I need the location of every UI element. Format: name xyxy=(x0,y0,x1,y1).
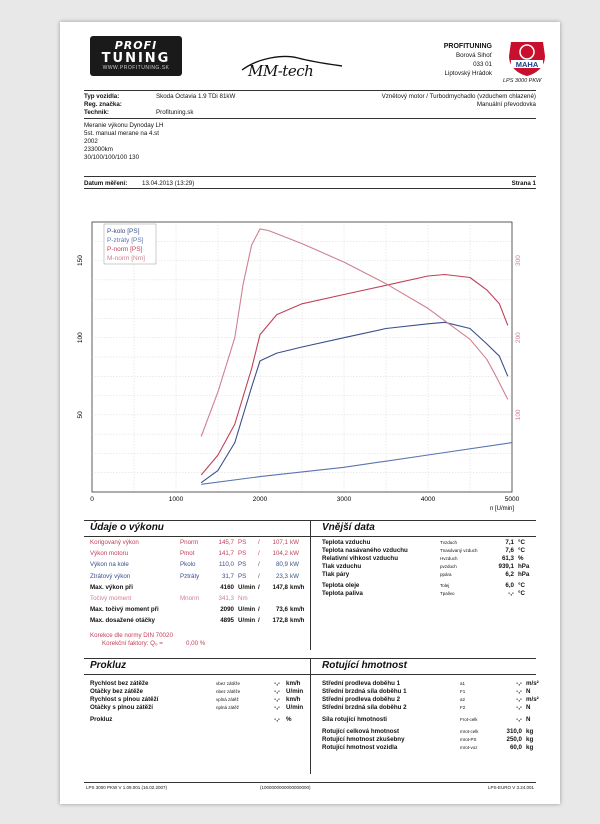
vykon-value-1: 341,3 xyxy=(218,595,234,602)
vnejsi-symbol: Tpalivo xyxy=(440,591,455,596)
vnejsi-value: 7,1 xyxy=(505,539,514,546)
type-value: Skoda Octavia 1.9 TDi 81kW xyxy=(156,93,236,100)
vykon-separator: / xyxy=(258,561,260,569)
vykon-value-2: 104,2 xyxy=(272,550,288,558)
vykon-value-1: 145,7 xyxy=(218,539,234,546)
vykon-symbol: Mnorm xyxy=(180,595,200,602)
vykon-unit-2: km/h xyxy=(290,606,305,614)
vykon-unit-2: kW xyxy=(290,539,299,546)
hmotnost-label: Síla rotující hmotnosti xyxy=(322,716,387,723)
x-tick-label: 1000 xyxy=(168,496,184,503)
hmotnost-value: -,- xyxy=(516,696,522,703)
prokluz-value: -,- xyxy=(274,704,280,711)
vnejsi-unit: °C xyxy=(518,582,525,589)
prokluz-unit: km/h xyxy=(286,696,301,703)
hmotnost-value: 250,0 xyxy=(506,736,522,743)
vykon-unit-1: PS xyxy=(238,550,247,558)
vykon-unit-2: kW xyxy=(290,561,299,569)
vykon-label: Výkon motoru xyxy=(90,550,129,558)
vnejsi-label: Tlak páry xyxy=(322,571,350,578)
vnejsi-value: -,- xyxy=(508,590,514,597)
vnejsi-unit: hPa xyxy=(518,571,530,578)
vnejsi-label: Teplota oleje xyxy=(322,582,360,589)
logo-line-3: WWW.PROFITUNING.SK xyxy=(102,65,170,71)
x-tick-label: 3000 xyxy=(336,496,352,503)
note-line: 5st. manual merane na 4.st xyxy=(84,130,159,137)
prokluz-label: Otáčky s plnou zátěží xyxy=(90,704,153,711)
vnejsi-value: 7,6 xyxy=(505,547,514,554)
vykon-label: Korigovaný výkon xyxy=(90,539,139,546)
prokluz-value: -,- xyxy=(274,696,280,703)
y-tick-label-right: 200 xyxy=(515,332,522,344)
prokluz-unit: km/h xyxy=(286,680,301,687)
company-zip: 033 01 xyxy=(473,61,492,68)
hmotnost-label: Střední brzdná síla doběhu 2 xyxy=(322,704,407,711)
prokluz-label: Rychlost s plnou zátěží xyxy=(90,696,159,703)
power-torque-chart xyxy=(60,210,560,550)
vnejsi-label: Tlak vzduchu xyxy=(322,563,362,570)
hmotnost-unit: kg xyxy=(526,736,534,743)
y-tick-label-right: 300 xyxy=(515,255,522,267)
hmotnost-symbol: Frot-celk xyxy=(460,717,478,722)
gearbox-type: Manuální převodovka xyxy=(476,101,536,108)
vykon-symbol: Pnorm xyxy=(180,539,199,546)
x-tick-label: 0 xyxy=(90,496,94,503)
hmotnost-unit: m/s² xyxy=(526,680,539,687)
hmotnost-symbol: F2 xyxy=(460,705,466,710)
divider xyxy=(84,536,536,537)
prokluz-unit: % xyxy=(286,716,292,723)
prokluz-unit: U/min xyxy=(286,688,304,695)
hmotnost-symbol: a1 xyxy=(460,681,466,686)
vykon-separator: / xyxy=(258,572,260,580)
vnejsi-value: 61,3 xyxy=(501,555,514,562)
vykon-separator: / xyxy=(258,550,260,558)
section-title-hmotnost: Rotující hmotnost xyxy=(322,660,407,671)
x-tick-label: 2000 xyxy=(252,496,268,503)
x-tick-label: 5000 xyxy=(504,496,520,503)
hmotnost-value: 60,0 xyxy=(509,744,522,751)
date-label: Datum měření: xyxy=(84,180,128,187)
prokluz-symbol: nplná zátěž xyxy=(216,705,240,710)
divider xyxy=(84,188,536,189)
vykon-unit-2: kW xyxy=(290,550,299,558)
hmotnost-unit: N xyxy=(526,716,531,723)
vykon-label: Točivý moment xyxy=(90,595,132,602)
norm-note: Korekce dle normy DIN 70020 xyxy=(90,632,173,639)
section-title-prokluz: Prokluz xyxy=(90,660,127,671)
hmotnost-label: Rotující celková hmotnost xyxy=(322,728,400,735)
date-value: 13.04.2013 (13:29) xyxy=(142,180,195,187)
vykon-value-2: 73,6 xyxy=(275,606,288,614)
divider xyxy=(84,90,536,91)
type-label: Typ vozidla: xyxy=(84,93,120,100)
vnejsi-symbol: Tolej xyxy=(440,583,450,588)
hmotnost-symbol: mrot-PS xyxy=(460,737,477,742)
vnejsi-symbol: pvzduch xyxy=(440,564,457,569)
divider xyxy=(84,118,536,119)
mmtech-logo-text: MM-tech xyxy=(248,62,314,80)
vnejsi-symbol: ppára xyxy=(440,572,452,577)
vnejsi-label: Teplota nasávaného vzduchu xyxy=(322,547,408,554)
tech-label: Technik: xyxy=(84,109,109,116)
vykon-label: Max. dosažené otáčky xyxy=(90,617,155,625)
prokluz-unit: U/min xyxy=(286,704,304,711)
vnejsi-unit: °C xyxy=(518,547,525,554)
hmotnost-unit: kg xyxy=(526,744,534,751)
vnejsi-value: 939,1 xyxy=(498,563,514,570)
vykon-unit-2: km/h xyxy=(290,583,305,591)
prokluz-symbol: vbez zátěže xyxy=(216,681,241,686)
prokluz-value: -,- xyxy=(274,680,280,687)
hmotnost-label: Střední prodleva doběhu 1 xyxy=(322,680,401,687)
hmotnost-unit: N xyxy=(526,688,531,695)
note-line: 30/100/100/100 130 xyxy=(84,154,140,161)
vykon-symbol: Pmot xyxy=(180,550,195,558)
hmotnost-value: -,- xyxy=(516,704,522,711)
prokluz-label: Otáčky bez zátěže xyxy=(90,688,143,695)
legend-entry: P-kolo [PS] xyxy=(107,228,140,235)
column-divider xyxy=(310,520,311,650)
engine-type: Vznětový motor / Turbodmychadlo (vzduchem chlazené) xyxy=(381,93,536,100)
vnejsi-unit: °C xyxy=(518,539,525,546)
vykon-symbol: Pztráty xyxy=(180,572,200,580)
vykon-unit-1: U/min xyxy=(238,583,256,591)
vykon-separator: / xyxy=(258,617,260,625)
vykon-value-2: 172,8 xyxy=(272,617,288,625)
factor-note: Korekční faktory: Q₀ = xyxy=(102,640,163,647)
divider xyxy=(84,176,536,177)
y-tick-label-left: 100 xyxy=(77,332,85,344)
vnejsi-label: Teplota paliva xyxy=(322,590,363,597)
vykon-unit-1: PS xyxy=(238,539,247,546)
tech-value: Profituning.sk xyxy=(156,109,194,116)
vykon-separator: / xyxy=(258,539,260,546)
hmotnost-unit: m/s² xyxy=(526,696,539,703)
hmotnost-symbol: a2 xyxy=(460,697,466,702)
prokluz-symbol: vplná zátěž xyxy=(216,697,239,702)
maha-logo xyxy=(505,38,549,86)
factor-value: 0,00 % xyxy=(186,640,206,647)
vnejsi-label: Relativní vlhkost vzduchu xyxy=(322,555,398,562)
prokluz-label: Prokluz xyxy=(90,716,113,723)
vykon-label: Max. točivý moment při xyxy=(90,606,159,614)
vnejsi-symbol: Tvzduch xyxy=(440,540,458,545)
company-street: Borová Sihoť xyxy=(455,52,492,59)
x-tick-label: 4000 xyxy=(420,496,436,503)
hmotnost-symbol: mrot-voz xyxy=(460,745,478,750)
vykon-value-2: 23,3 xyxy=(275,572,288,580)
vnejsi-unit: °C xyxy=(518,590,525,597)
vykon-value-1: 4160 xyxy=(220,583,234,591)
y-tick-label-right: 100 xyxy=(515,409,522,421)
company-city: Liptovský Hrádok xyxy=(444,70,492,77)
column-divider xyxy=(310,658,311,774)
prokluz-value: -,- xyxy=(274,716,280,723)
vykon-label: Max. výkon při xyxy=(90,583,133,591)
vykon-label: Výkon na kole xyxy=(90,561,129,569)
hmotnost-label: Střední prodleva doběhu 2 xyxy=(322,696,401,703)
x-axis-label: n [U/min] xyxy=(489,506,514,512)
vnejsi-label: Teplota vzduchu xyxy=(322,539,371,546)
hmotnost-value: -,- xyxy=(516,688,522,695)
hmotnost-unit: N xyxy=(526,704,531,711)
company-name: PROFITUNING xyxy=(443,43,492,50)
vykon-unit-1: PS xyxy=(238,561,247,569)
vykon-value-1: 110,0 xyxy=(218,561,234,569)
legend-entry: P-ztráty [PS] xyxy=(107,237,144,244)
footer-right: LPS-EURO V 3.24.001 xyxy=(487,785,534,790)
divider xyxy=(84,674,536,675)
note-line: Meranie výkonu Dynoday LH xyxy=(84,122,164,129)
vykon-value-1: 4895 xyxy=(220,617,234,625)
maha-caption: LPS 3000 PKW xyxy=(503,78,542,84)
hmotnost-value: 310,0 xyxy=(506,728,522,735)
logo-line-2: TUNING xyxy=(101,51,171,66)
prokluz-symbol: nbez zátěže xyxy=(216,689,241,694)
vykon-label: Ztrátový výkon xyxy=(90,572,131,580)
maha-shield-icon xyxy=(505,38,549,78)
vnejsi-value: 6,2 xyxy=(505,571,514,578)
divider xyxy=(84,782,536,783)
vykon-symbol: Pkolo xyxy=(180,561,196,569)
footer-left: LPS 3000 PKW V 1.09.001 (16.02.2007) xyxy=(86,785,168,790)
vykon-unit-1: Nm xyxy=(238,595,248,602)
legend-entry: M-norm [Nm] xyxy=(107,255,145,262)
vnejsi-symbol: Tnasávaný vzduch xyxy=(440,548,478,553)
logo-line-1: PROFI xyxy=(114,39,158,52)
report-sheet xyxy=(60,22,560,804)
section-title-vnejsi: Vnější data xyxy=(322,522,375,533)
vykon-unit-2: kW xyxy=(290,572,299,580)
vnejsi-symbol: Hvzduch xyxy=(440,556,458,561)
vykon-value-2: 80,9 xyxy=(275,561,288,569)
y-tick-label-left: 50 xyxy=(77,411,84,419)
prokluz-label: Rychlost bez zátěže xyxy=(90,680,149,687)
vnejsi-value: 6,0 xyxy=(505,582,514,589)
legend-entry: P-norm [PS] xyxy=(107,246,143,253)
vykon-separator: / xyxy=(258,606,260,614)
vykon-value-1: 2090 xyxy=(220,606,234,614)
vykon-value-1: 31,7 xyxy=(221,572,234,580)
page-number: Strana 1 xyxy=(511,180,536,187)
vykon-value-1: 141,7 xyxy=(218,550,234,558)
footer-middle: (1000000000000000000) xyxy=(260,785,311,790)
note-line: 233000km xyxy=(84,146,113,153)
profituning-logo xyxy=(90,36,182,76)
mmtech-logo xyxy=(238,50,348,86)
y-tick-label-left: 150 xyxy=(77,255,84,267)
hmotnost-symbol: mrot-celk xyxy=(460,729,479,734)
hmotnost-label: Rotující hmotnost zkušebny xyxy=(322,736,405,743)
vykon-value-2: 107,1 xyxy=(272,539,288,546)
company-address xyxy=(432,42,492,78)
hmotnost-value: -,- xyxy=(516,680,522,687)
vnejsi-unit: % xyxy=(518,555,524,562)
vykon-separator: / xyxy=(258,583,260,591)
hmotnost-symbol: F1 xyxy=(460,689,466,694)
prokluz-value: -,- xyxy=(274,688,280,695)
vykon-unit-1: PS xyxy=(238,572,247,580)
vykon-unit-1: U/min xyxy=(238,617,256,625)
hmotnost-label: Střední brzdná síla doběhu 1 xyxy=(322,688,407,695)
vykon-unit-1: U/min xyxy=(238,606,256,614)
hmotnost-unit: kg xyxy=(526,728,534,735)
vykon-value-2: 147,8 xyxy=(272,583,288,591)
section-title-vykon: Údaje o výkonu xyxy=(90,522,164,533)
hmotnost-label: Rotující hmotnost vozidla xyxy=(322,744,398,751)
vykon-unit-2: km/h xyxy=(290,617,305,625)
note-line: 2002 xyxy=(84,138,98,145)
vnejsi-unit: hPa xyxy=(518,563,530,570)
hmotnost-value: -,- xyxy=(516,716,522,723)
reg-label: Reg. značka: xyxy=(84,101,122,108)
maha-logo-text: MAHA xyxy=(515,60,539,69)
